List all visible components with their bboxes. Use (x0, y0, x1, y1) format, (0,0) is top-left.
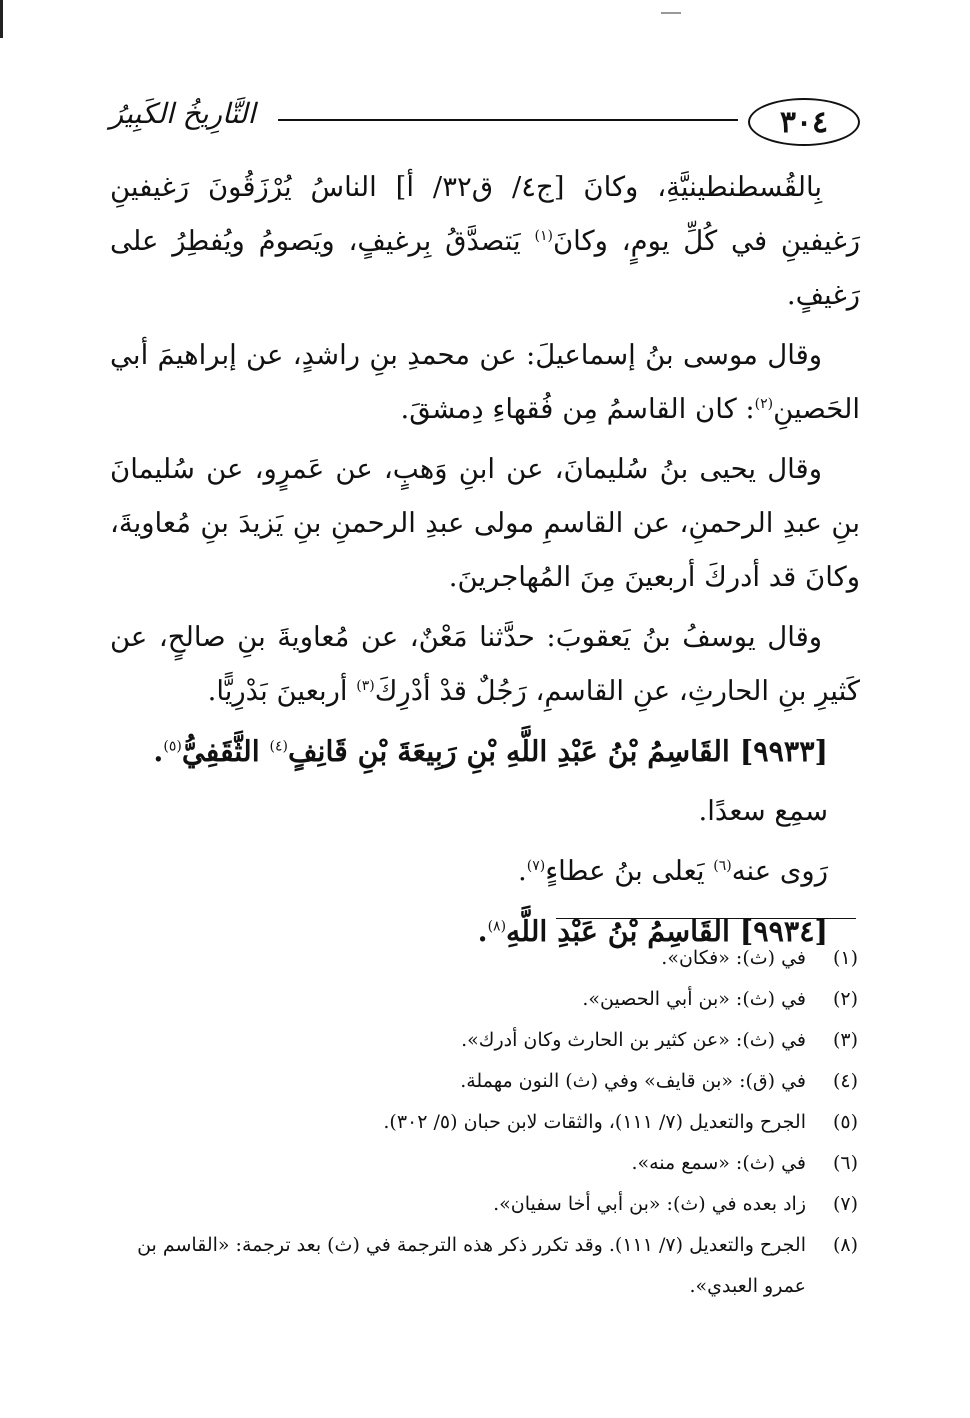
footnote-5: (٥) الجرح والتعديل (٧/ ١١١)، والثقات لابن حبان (٥/ ٣٠٢). (383, 1111, 858, 1133)
paragraph-1: بِالقُسطنطينيَّةِ، وكانَ [ج٤/ ق٣٢/ أ] الناسُ يُرْزَقُونَ رَغيفينِ رَغيفينِ في كُلِّ يومٍ، وكانَ$^{(١)}$ يَتصدَّقُ بِرغيفٍ، ويَصومُ ويُفطِرُ على رَغيفٍ. (110, 171, 861, 311)
footnote-3: (٣) في (ث): «عن كثير بن الحارث وكان أدرك». (461, 1029, 858, 1051)
page-edge-mark (0, 0, 3, 38)
scan-mark (661, 12, 681, 14)
footnote-7: (٧) زاد بعده في (ث): «بن أبي أخا سفيان». (493, 1193, 858, 1215)
line-rawa: رَوى عنه$^{(٦)}$ يَعلى بنُ عطاءٍ$^{(٧)}$. (517, 855, 828, 887)
footnote-6: (٦) في (ث): «سمع منه». (631, 1152, 858, 1174)
footnote-ref-7: (٧) (526, 857, 546, 874)
footnote-8: (٨) الجرح والتعديل (٧/ ١١١). وقد تكرر ذكر هذه الترجمة في (ث) بعد ترجمة: «القاسم بن عمرو العبدي». (137, 1234, 858, 1297)
footnote-ref-5: (٥) (163, 738, 182, 755)
entry-heading-9933: [٩٩٣٣] القَاسِمُ بْنُ عَبْدِ اللَّهِ بْنِ رَبِيعَةَ بْنِ قَانِفٍ$^{(٤)}$ الثَّقَفِيُّ$^{(٥)}$. (153, 734, 828, 768)
footnotes (112, 938, 858, 1307)
paragraph-2: وقال موسى بنُ إسماعيلَ: عن محمدِ بنِ راشدٍ، عن إبراهيمَ أبي الحَصينِ$^{(٢)}$: كان القاسمُ مِن فُقهاءِ دِمشقَ. (110, 339, 860, 425)
footnote-separator (556, 918, 856, 919)
running-head (100, 95, 860, 147)
footnote-ref-3: (٣) (356, 677, 375, 694)
footnote-4: (٤) في (ق): «بن قايف» وفي (ث) النون مهملة. (460, 1070, 858, 1092)
footnote-ref-8: (٨) (487, 918, 507, 935)
footnote-ref-1: (١) (534, 227, 553, 244)
header-rule (278, 119, 738, 121)
footnote-ref-2: (٢) (754, 395, 774, 412)
footnote-2: (٢) في (ث): «بن أبي الحصين». (582, 988, 858, 1010)
entry-heading-9934: [٩٩٣٤] القَاسِمُ بْنُ عَبْدِ اللَّهِ$^{(٨)}$. (477, 914, 828, 948)
paragraph-3: وقال يحيى بنُ سُليمانَ، عن ابنِ وَهبٍ، عن عَمرٍو، عن سُليمانَ بنِ عبدِ الرحمنِ، عن القاسمِ مولى عبدِ الرحمنِ بنِ يَزيدَ بنِ مُعاويةَ، وكانَ قد أدركَ أربعينَ مِنَ المُهاجرينَ. (110, 453, 860, 593)
paragraph-4: وقال يوسفُ بنُ يَعقوبَ: حدَّثنا مَعْنٌ، عن مُعاويةَ بنِ صالحٍ، عن كَثيرِ بنِ الحارثِ، عنِ القاسمِ، رَجُلٌ قدْ أدْرِكَ$^{(٣)}$ أربعينَ بَدْرِيًّا. (110, 621, 860, 707)
footnote-ref-4: (٤) (269, 738, 289, 755)
book-title: التَّارِيخُ الكَبِيرُ (109, 97, 256, 130)
page-number: ٣٠٤ (748, 98, 860, 146)
footnote-1: (١) في (ث): «فكان». (661, 947, 858, 969)
line-sami: سمِع سعدًا. (698, 795, 828, 827)
footnote-ref-6: (٦) (713, 857, 732, 874)
main-text (110, 160, 860, 964)
